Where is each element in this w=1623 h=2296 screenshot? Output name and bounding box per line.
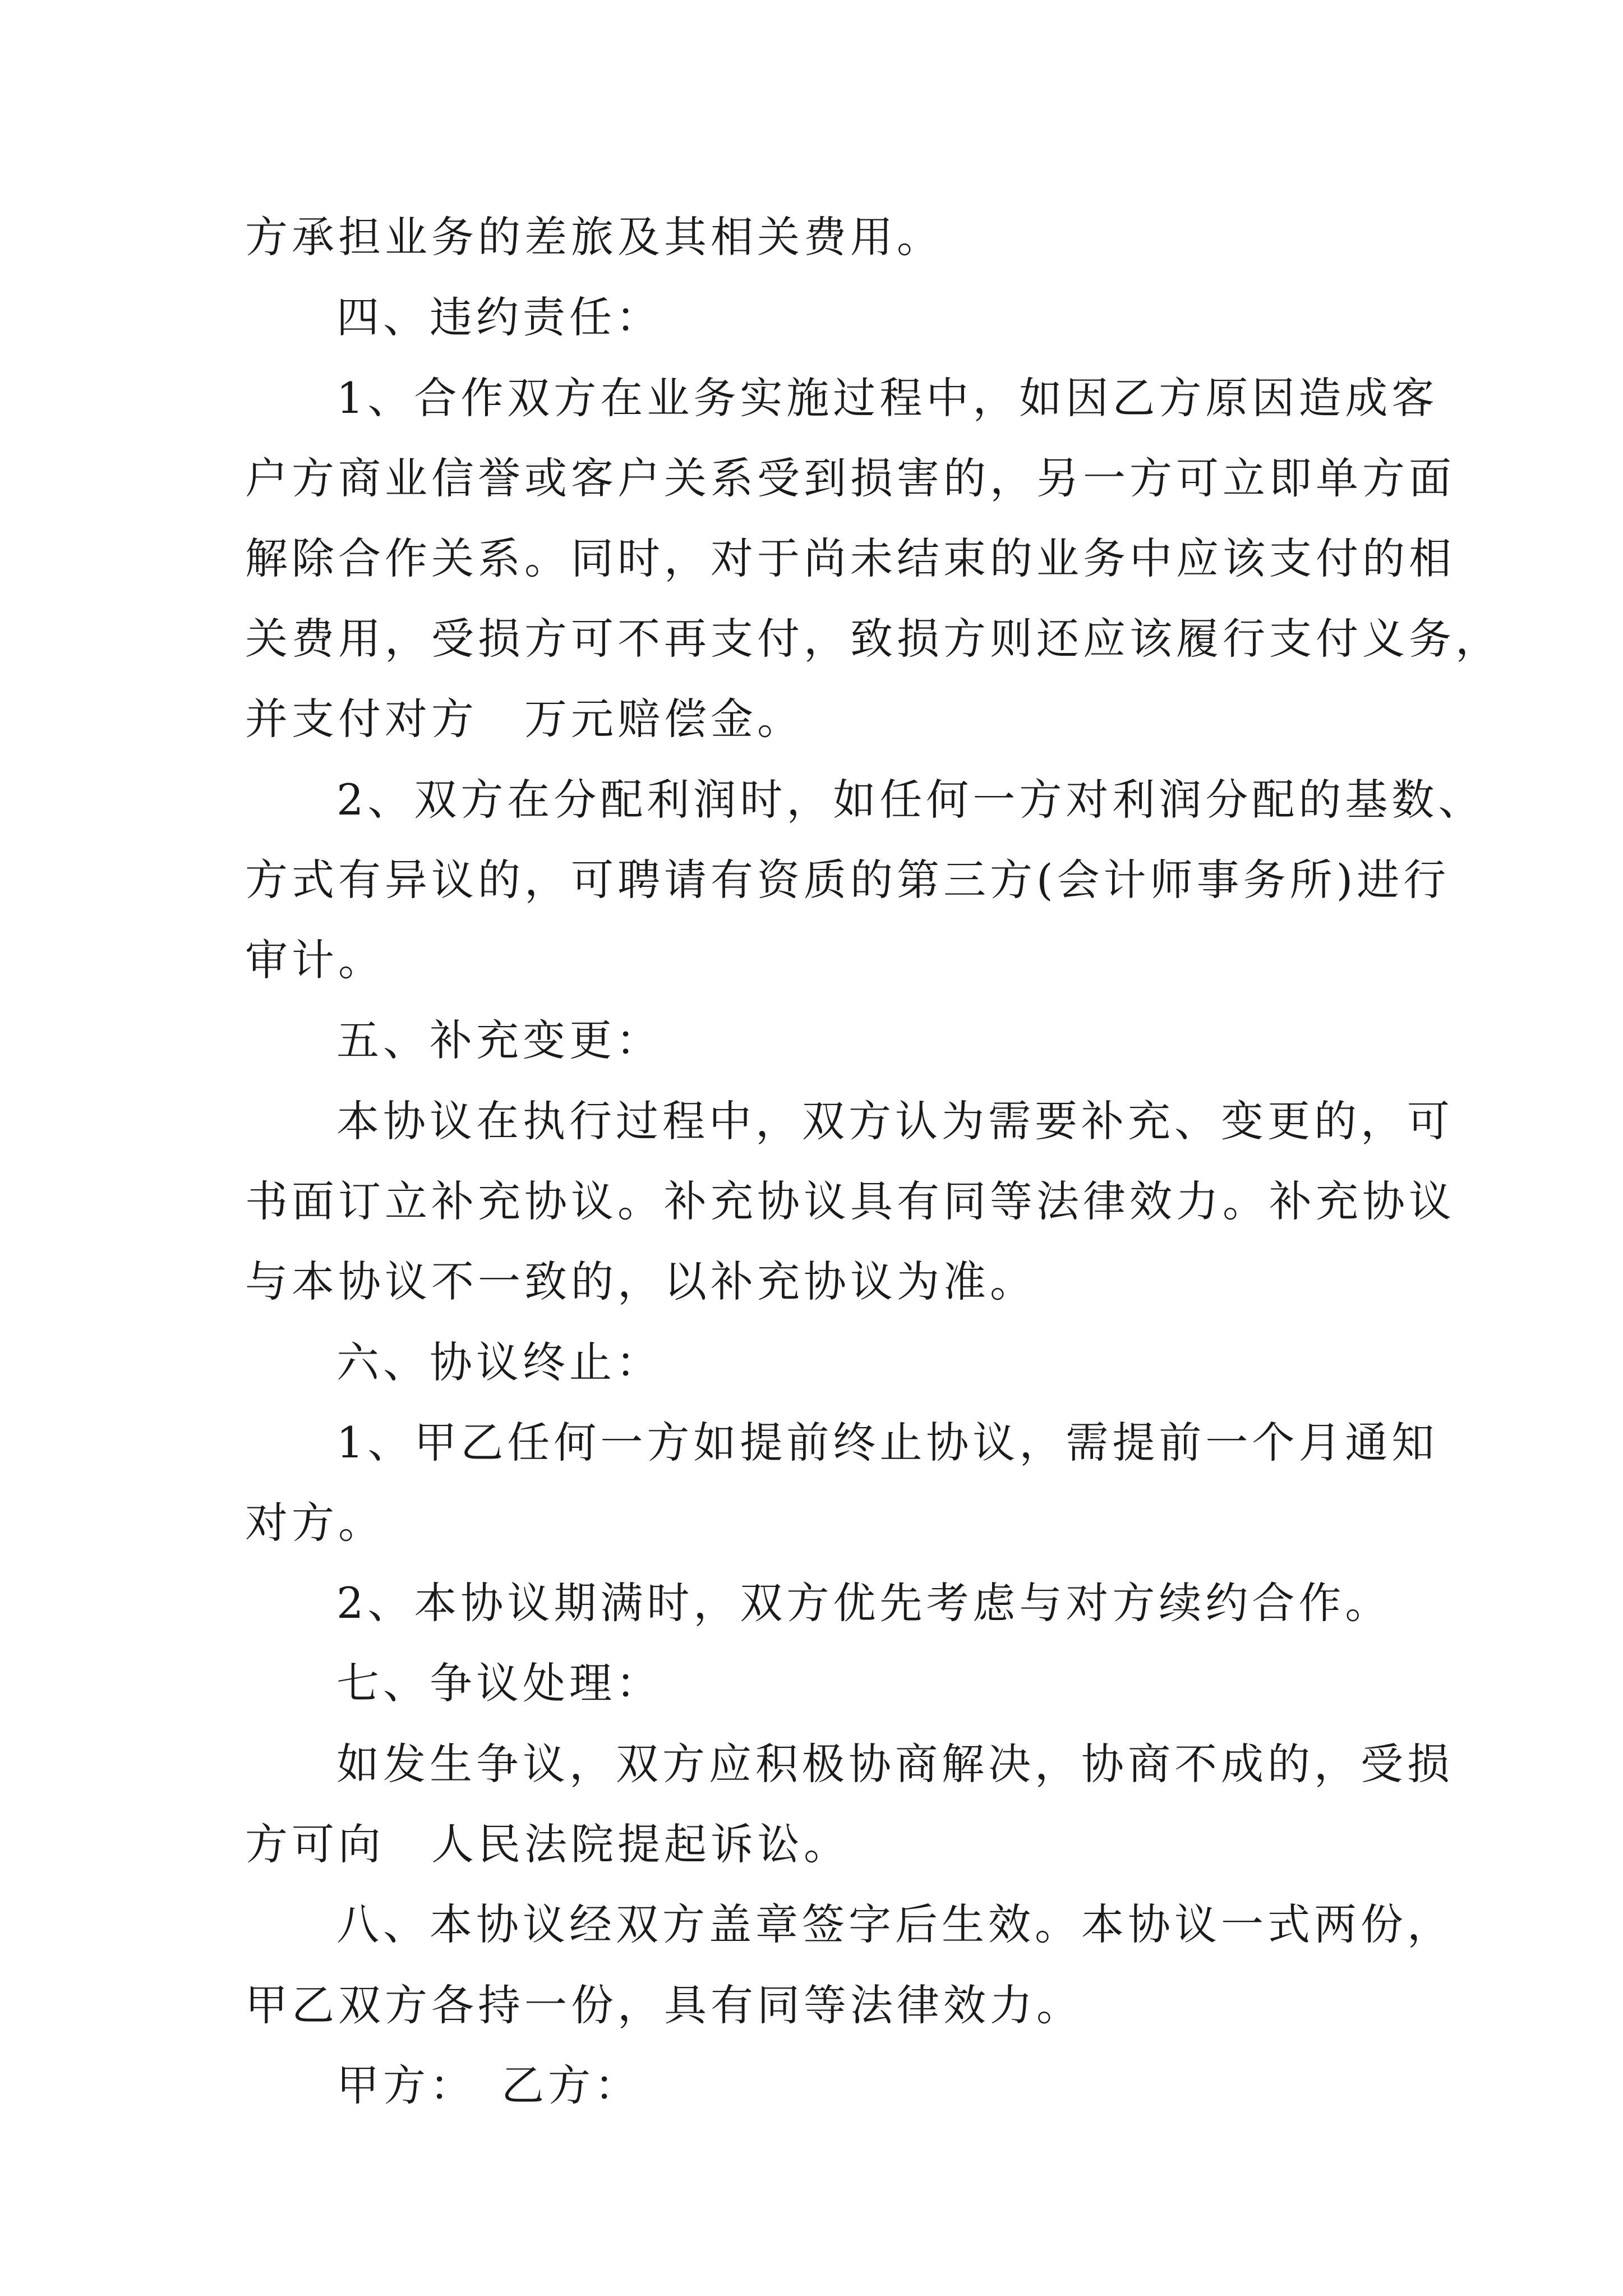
text-line: 甲乙双方各持一份，具有同等法律效力。	[245, 1980, 1083, 2030]
signature-line: 甲方： 乙方：	[336, 2060, 641, 2110]
section-heading: 七、争议处理：	[336, 1658, 662, 1708]
text-line: 审计。	[245, 935, 385, 985]
text-line: 户方商业信誉或客户关系受到损害的，另一方可立即单方面	[245, 453, 1455, 503]
text-line: 关费用，受损方可不再支付，致损方则还应该履行支付义务，	[245, 614, 1502, 664]
text-line: 1、合作双方在业务实施过程中，如因乙方原因造成客	[336, 373, 1438, 423]
text-line: 并支付对方 万元赔偿金。	[245, 694, 804, 744]
section-heading: 八、本协议经双方盖章签字后生效。本协议一式两份，	[336, 1899, 1454, 1949]
text-line: 如发生争议，双方应积极协商解决，协商不成的，受损	[336, 1739, 1454, 1789]
text-line: 方式有异议的，可聘请有资质的第三方(会计师事务所)进行	[245, 855, 1450, 905]
text-line: 方承担业务的差旅及其相关费用。	[245, 212, 943, 262]
section-heading: 六、协议终止：	[336, 1337, 662, 1387]
section-heading: 五、补充变更：	[336, 1015, 662, 1065]
text-line: 对方。	[245, 1498, 385, 1548]
text-line: 解除合作关系。同时，对于尚未结束的业务中应该支付的相	[245, 533, 1455, 583]
section-heading: 四、违约责任：	[336, 292, 662, 342]
text-line: 2、本协议期满时，双方优先考虑与对方续约合作。	[336, 1578, 1392, 1628]
text-line: 书面订立补充协议。补充协议具有同等法律效力。补充协议	[245, 1176, 1455, 1226]
text-line: 本协议在执行过程中，双方认为需要补充、变更的，可	[336, 1096, 1454, 1146]
text-line: 2、双方在分配利润时，如任何一方对利润分配的基数、	[336, 775, 1485, 825]
text-line: 与本协议不一致的，以补充协议为准。	[245, 1257, 1036, 1306]
text-line: 1、甲乙任何一方如提前终止协议，需提前一个月通知	[336, 1418, 1438, 1467]
text-line: 方可向 人民法院提起诉讼。	[245, 1819, 850, 1869]
